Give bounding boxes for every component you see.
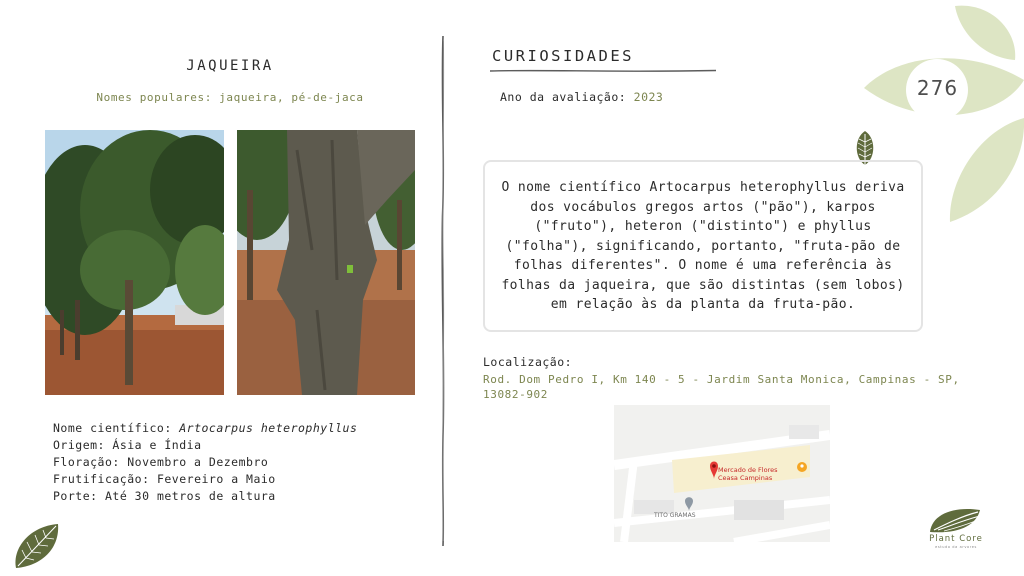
location-label: Localização: bbox=[483, 355, 573, 369]
map-place-label: Mercado de Flores Ceasa Campinas bbox=[718, 466, 778, 482]
fact-origin-value: Ásia e Índia bbox=[112, 438, 202, 452]
fact-flowering bbox=[53, 454, 357, 471]
facts-list bbox=[53, 420, 357, 505]
fact-origin bbox=[53, 437, 357, 454]
tree-photo-trunk bbox=[237, 130, 415, 395]
fact-fruiting bbox=[53, 471, 357, 488]
evaluation-year bbox=[500, 90, 663, 104]
curiosities-underline bbox=[490, 68, 716, 74]
location-map[interactable] bbox=[614, 405, 830, 542]
fact-origin-label: Origem: bbox=[53, 438, 105, 452]
evaluation-year-value: 2023 bbox=[633, 90, 664, 104]
popular-names bbox=[40, 91, 420, 104]
curiosity-text: O nome científico Artocarpus heterophyllus deriva dos vocábulos gregos artos ("pão"), karpos ("fruto"), heteron ("distinto") e phyllus ("folha"), significando, portanto, "fruta-pão de folhas diferentes". O nome é uma referência às folhas da jaqueira, que são distintas (sem lobos) em relação às da planta da fruta-pão. bbox=[483, 160, 923, 332]
column-divider bbox=[438, 36, 448, 546]
species-title: JAQUEIRA bbox=[186, 58, 274, 74]
fact-fruiting-value: Fevereiro a Maio bbox=[156, 472, 276, 486]
fact-size-value: Até 30 metros de altura bbox=[104, 489, 276, 503]
fact-flowering-label: Floração: bbox=[53, 455, 120, 469]
popular-names-label: Nomes populares: bbox=[96, 91, 212, 104]
brand-tagline: estudo da arvores bbox=[935, 545, 977, 549]
fact-size-label: Porte: bbox=[53, 489, 98, 503]
popular-names-value: jaqueira, pé-de-jaca bbox=[219, 91, 364, 104]
fact-flowering-value: Novembro a Dezembro bbox=[127, 455, 269, 469]
curiosities-title: CURIOSIDADES bbox=[492, 47, 634, 65]
fact-size bbox=[53, 488, 357, 505]
location-address: Rod. Dom Pedro I, Km 140 - 5 - Jardim Santa Monica, Campinas - SP, 13082-902 bbox=[483, 373, 960, 401]
fact-fruiting-label: Frutificação: bbox=[53, 472, 150, 486]
decorative-leaves bbox=[860, 0, 1024, 222]
badge-number: 276 bbox=[916, 76, 959, 100]
leaf-decoration-icon bbox=[12, 522, 62, 570]
fact-scientific-label: Nome científico: bbox=[53, 421, 172, 435]
evaluation-year-label: Ano da avaliação: bbox=[500, 90, 627, 104]
brand-name: Plant Core bbox=[929, 534, 983, 544]
tree-photo-canopy bbox=[45, 130, 224, 395]
map-secondary-label: TITO GRAMAS bbox=[654, 512, 696, 519]
fact-scientific-name bbox=[53, 420, 357, 437]
fact-scientific-value: Artocarpus heterophyllus bbox=[179, 421, 358, 435]
